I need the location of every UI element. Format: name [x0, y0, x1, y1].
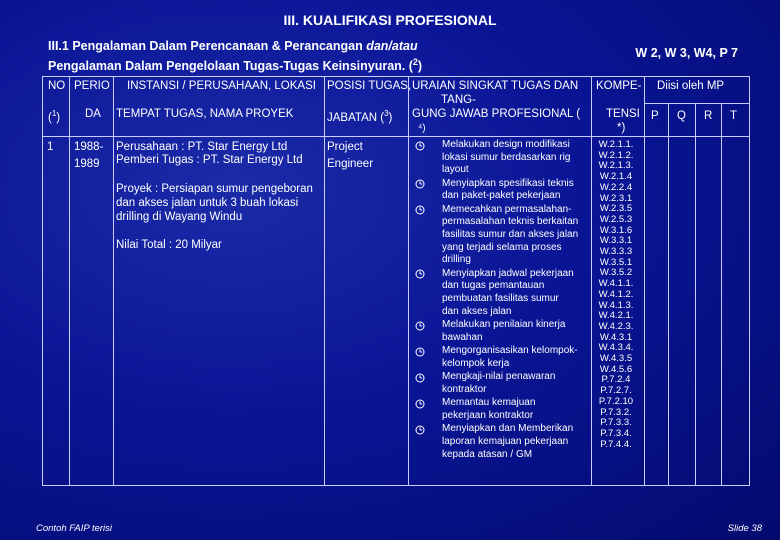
task-line: Melakukan design modifikasi — [442, 139, 570, 150]
task-line: permasalahan teknis berkaitan — [442, 216, 579, 228]
competency-code: W.3.5.1 — [599, 256, 633, 268]
header-r: R — [704, 110, 713, 122]
row-position-2: Engineer — [327, 158, 374, 170]
row-period-end: 1989 — [74, 158, 100, 170]
task-line: bawahan — [442, 331, 483, 343]
slide-number: Slide 38 — [727, 523, 762, 534]
header-uraian-3: GUNG JAWAB PROFESIONAL ( — [412, 108, 581, 120]
task-line: kepada atasan / GM — [442, 448, 533, 460]
task-line: Menyiapkan dan Memberikan — [442, 423, 574, 435]
row-client: Pemberi Tugas : PT. Star Energy Ltd — [116, 154, 303, 166]
subtitle-sup: 2 — [412, 57, 418, 67]
header-uraian-2: TANG- — [441, 94, 476, 106]
row-period-start: 1988- — [74, 141, 104, 153]
task-line: yang terjadi selama proses — [442, 241, 562, 253]
competency-code: P.7.3.4. — [600, 427, 632, 439]
clock-icon — [415, 205, 425, 215]
row-total-value: Nilai Total : 20 Milyar — [116, 239, 222, 251]
competency-code: W.2.3.1 — [599, 192, 633, 204]
header-kompetensi-1: KOMPE- — [596, 80, 642, 92]
task-line: Mengkaji-nilai penawaran — [442, 371, 556, 383]
task-line: dan paket-paket pekerjaan — [442, 190, 561, 202]
competency-code: W.3.3.1 — [599, 235, 633, 247]
clock-icon — [415, 141, 425, 151]
header-uraian-4: ⁴) — [418, 123, 426, 134]
competency-code: W.4.5.6 — [599, 363, 633, 375]
competency-code: P.7.2.7. — [600, 385, 632, 397]
clock-icon — [415, 321, 425, 331]
competency-code: W.2.2.4 — [599, 181, 633, 193]
competency-code: W.4.1.3. — [598, 299, 634, 311]
task-line: Menyiapkan spesifikasi teknis — [442, 177, 574, 189]
competency-code: W.2.1.4 — [599, 171, 633, 183]
header-period-1: PERIO — [74, 80, 110, 92]
clock-icon — [415, 373, 425, 383]
header-t: T — [730, 110, 738, 122]
header-diisi-mp: Diisi oleh MP — [657, 80, 725, 92]
task-line: Memantau kemajuan — [442, 397, 536, 409]
header-posisi-2: JABATAN ($^3$) — [327, 109, 393, 124]
clock-icon — [415, 425, 425, 435]
competency-code: P.7.3.3. — [600, 417, 632, 429]
row-company: Perusahaan : PT. Star Energy Ltd — [116, 141, 288, 153]
competency-code: P.7.4.4. — [600, 438, 632, 450]
header-kompetensi-2: TENSI — [606, 108, 640, 120]
competency-code: W.4.3.5 — [599, 353, 633, 365]
clock-icon — [415, 269, 425, 279]
competency-code: P.7.2.4 — [601, 374, 631, 386]
subtitle-line2: Pengalaman Dalam Pengelolaan Tugas-Tugas Keinsinyuran. ( — [48, 59, 413, 74]
task-line: pembuatan fasilitas sumur — [442, 292, 559, 304]
competency-code: P.7.2.10 — [598, 395, 634, 407]
competency-code: W.3.3.3 — [599, 246, 633, 258]
competency-code: W.2.1.3. — [598, 160, 634, 172]
header-kompetensi-3: *) — [617, 122, 626, 134]
competency-code: W.4.3.4. — [598, 342, 634, 354]
row-position-1: Project — [327, 141, 363, 153]
competency-list — [593, 140, 639, 450]
competency-code: W.3.5.2 — [599, 267, 633, 279]
row-project-3: drilling di Wayang Windu — [116, 211, 243, 223]
subtitle-line1: III.1 Pengalaman Dalam Perencanaan & Perancangan — [48, 39, 367, 53]
header-instansi-2: TEMPAT TUGAS, NAMA PROYEK — [116, 108, 294, 120]
task-line: pekerjaan kontraktor — [442, 409, 534, 421]
competency-code: W.4.1.2. — [598, 288, 634, 300]
header-p: P — [651, 110, 659, 122]
task-line: layout — [442, 164, 469, 176]
clock-icon — [415, 399, 425, 409]
section-subtitle — [48, 38, 422, 74]
task-line: kontraktor — [442, 383, 487, 395]
row-project-1: Proyek : Persiapan sumur pengeboran — [116, 183, 313, 195]
header-period-2: DA — [85, 108, 101, 120]
header-no: NO — [48, 80, 66, 92]
task-line: lokasi sumur berdasarkan rig — [442, 151, 571, 163]
competency-code: W.2.1.2. — [598, 149, 634, 161]
footer-caption: Contoh FAIP terisi — [36, 523, 113, 534]
header-uraian-1: URAIAN SINGKAT TUGAS DAN — [412, 80, 579, 92]
competency-code: W.4.2.3. — [598, 320, 634, 332]
row-project-2: dan akses jalan untuk 3 buah lokasi — [116, 197, 299, 209]
subtitle-italic: dan/atau — [366, 39, 418, 53]
task-line: fasilitas sumur dan akses jalan — [442, 229, 579, 240]
task-line: Mengorganisasikan kelompok- — [442, 345, 578, 357]
task-line: Memecahkan permasalahan- — [442, 203, 572, 215]
competency-code: P.7.3.2. — [600, 406, 632, 418]
experience-table — [42, 76, 750, 486]
competency-code: W.2.5.3 — [599, 213, 633, 225]
task-line: Menyiapkan jadwal pekerjaan — [442, 267, 574, 279]
header-no-note: ($^1$) — [48, 109, 61, 124]
clock-icon — [415, 347, 425, 357]
competency-code: W.3.1.6 — [599, 224, 633, 236]
competency-codes-header: W 2, W 3, W4, P 7 — [635, 46, 738, 60]
task-line: Melakukan penilaian kinerja — [442, 319, 566, 330]
slide-title: III. KUALIFIKASI PROFESIONAL — [283, 12, 497, 28]
row-number: 1 — [47, 141, 54, 153]
task-line: dan tugas pemantauan — [442, 280, 545, 292]
competency-code: W.2.3.5 — [599, 203, 633, 215]
subtitle-line2-end: ) — [417, 59, 423, 74]
task-line: kelompok kerja — [442, 357, 510, 369]
competency-code: W.4.1.1. — [598, 278, 634, 290]
competency-code: W.4.2.1. — [598, 310, 634, 322]
task-line: dan akses jalan — [442, 305, 512, 317]
competency-code: W.2.1.1. — [598, 139, 634, 150]
clock-icon — [415, 179, 425, 189]
header-posisi-1: POSISI TUGAS, — [327, 80, 412, 92]
header-instansi-1: INSTANSI / PERUSAHAAN, LOKASI — [127, 80, 316, 92]
task-line: drilling — [442, 254, 471, 266]
competency-code: W.4.3.1 — [599, 331, 633, 343]
header-q: Q — [677, 110, 686, 122]
task-line: laporan kemajuan pekerjaan — [442, 436, 569, 447]
